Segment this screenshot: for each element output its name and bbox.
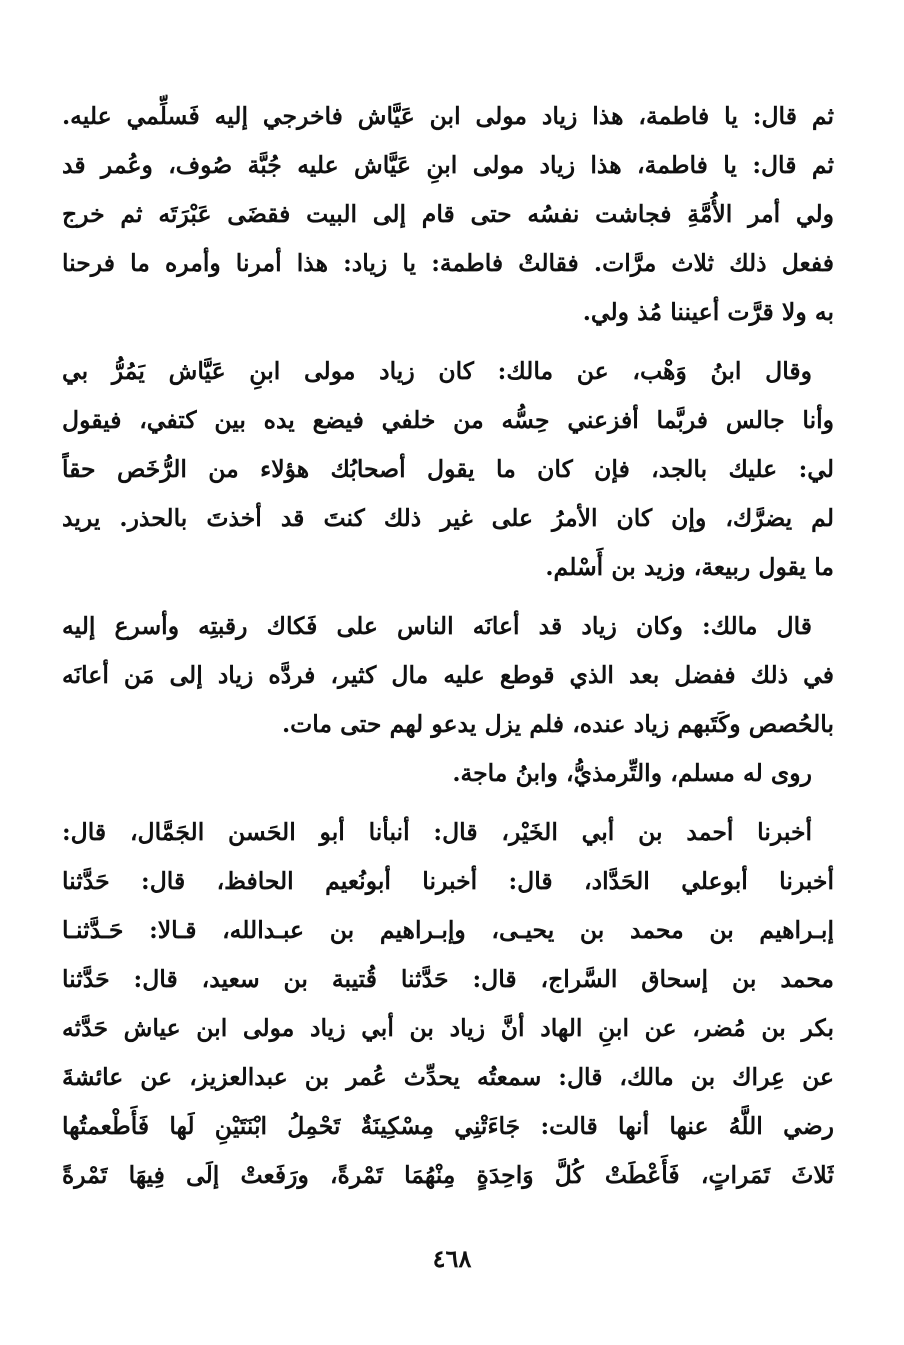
text-line: به ولا قرَّت أعيننا مُذ ولي. [582,298,834,326]
text-line: في ذلك ففضل بعد الذي قوطع عليه مال كثير، فردَّه زياد إلى مَن أعانَه [62,661,834,689]
paragraph-3 [62,602,834,749]
text-line: ثَلاثَ تَمَراتٍ، فَأَعْطَتْ كُلَّ وَاحِدَةٍ مِنْهُمَا تَمْرةً، ورَفَعتْ إلَى فِيهَا تَمْرةً [62,1161,834,1189]
paragraph-1 [62,92,834,337]
text-line: وقال ابنُ وَهْب، عن مالك: كان زياد مولى ابنِ عَيَّاش يَمُرُّ بي [62,357,812,385]
text-line: ولي أمر الأُمَّةِ فجاشت نفسُه حتى قام إلى البيت فقضَى عَبْرَتَه ثم خرج [62,200,834,228]
text-line: روى له مسلم، والتِّرمذيُّ، وابنُ ماجة. [452,759,812,787]
text-line: بالحُصص وكَتَبهم زياد عنده، فلم يزل يدعو لهم حتى مات. [281,710,834,738]
text-line: قال مالك: وكان زياد قد أعانَه الناس على فَكاك رقبتِه وأسرع إليه [62,612,812,640]
paragraph-5 [62,808,834,1200]
text-line: وأنا جالس فربَّما أفزعني حِسُّه من خلفي فيضع يده بين كتفي، فيقول [62,406,834,434]
text-line: إبـراهيم بن محمد بن يحيـى، وإبـراهيم بن عبـدالله، قـالا: حَـدَّثنـا [62,916,834,944]
page-number: ٤٦٨ [432,1244,472,1273]
paragraph-2 [62,347,834,592]
text-line: أخبرنا أبوعلي الحَدَّاد، قال: أخبرنا أبونُعيم الحافظ، قال: حَدَّثنا [62,867,834,895]
paragraph-gap [62,592,834,602]
text-line: لي: عليك بالجد، فإن كان ما يقول أصحابُك هؤلاء من الرُّخَص حقاً [62,455,834,483]
text-line: عن عِراك بن مالك، قال: سمعتُه يحدِّث عُمر بن عبدالعزيز، عن عائشةَ [62,1063,834,1091]
text-line: ما يقول ربيعة، وزيد بن أَسْلم. [545,553,834,581]
paragraph-4 [62,749,834,798]
page-body [62,92,834,1232]
text-line: ففعل ذلك ثلاث مرَّات. فقالتْ فاطمة: يا زياد: هذا أمرنا وأمره ما فرحنا [62,249,834,277]
text-line: ثم قال: يا فاطمة، هذا زياد مولى ابن عَيَّاش فاخرجي إليه فَسلِّمي عليه. [62,102,834,130]
paragraph-gap [62,337,834,347]
text-line: رضي اللَّهُ عنها أنها قالت: جَاءَتْنِي مِسْكِينَةٌ تَحْمِلُ ابْنَتَيْنِ لَها فَأَطْعمتُها [62,1112,834,1140]
text-line: لم يضرَّك، وإن كان الأمرُ على غير ذلك كنتَ قد أخذتَ بالحذر. يريد [62,504,834,532]
text-line: ثم قال: يا فاطمة، هذا زياد مولى ابنِ عَيَّاش عليه جُبَّة صُوف، وعُمر قد [62,151,834,179]
text-line: أخبرنا أحمد بن أبي الخَيْر، قال: أنبأنا أبو الحَسن الجَمَّال، قال: [62,818,812,846]
paragraph-gap [62,798,834,808]
text-line: محمد بن إسحاق السَّراج، قال: حَدَّثنا قُتيبة بن سعيد، قال: حَدَّثنا [62,965,834,993]
text-line: بكر بن مُضر، عن ابنِ الهاد أنَّ زياد بن أبي زياد مولى ابن عياش حَدَّثه [62,1014,834,1042]
